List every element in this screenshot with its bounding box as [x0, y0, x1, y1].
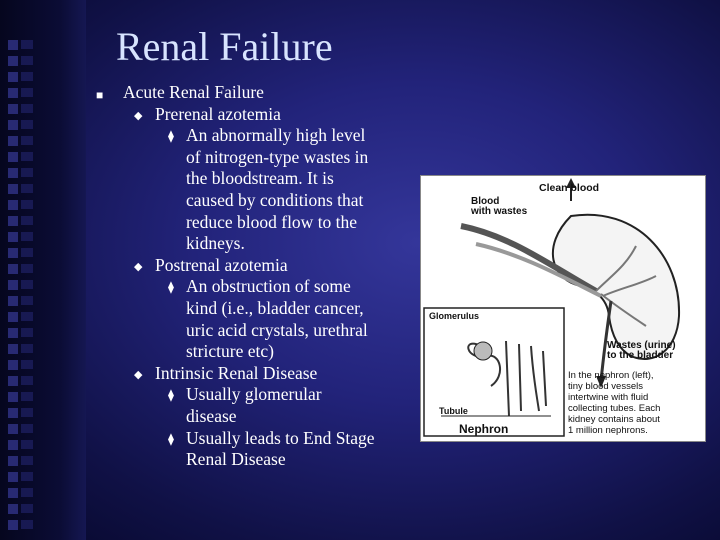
bullet-text: Prerenal azotemia — [155, 103, 281, 124]
square-bullet-icon: ■ — [96, 88, 104, 102]
decor-squares — [5, 40, 21, 530]
bullet-text: stricture etc) — [186, 341, 274, 362]
kidney-diagram — [421, 176, 705, 441]
bullet-item-level-2 — [96, 255, 416, 277]
arrow-bullet-icon: ⧫ — [168, 388, 174, 403]
diamond-bullet-icon: ◆ — [134, 109, 143, 122]
bullet-text: An obstruction of some — [186, 276, 351, 297]
label-clean-blood: Clean blood — [539, 182, 600, 194]
figure-caption-line: intertwine with fluid — [568, 392, 649, 403]
bullet-list — [96, 82, 416, 471]
bullet-item-level-3 — [96, 428, 416, 471]
bullet-text: Intrinsic Renal Disease — [155, 362, 318, 383]
bullet-item-level-3 — [96, 384, 416, 427]
bullet-text: disease — [186, 405, 237, 426]
left-decor-band — [0, 0, 86, 540]
diamond-bullet-icon: ◆ — [134, 260, 143, 273]
bullet-text: Acute Renal Failure — [123, 82, 264, 102]
label-blood: Blood — [471, 196, 500, 207]
bullet-text: Usually leads to End Stage — [186, 427, 375, 448]
bullet-text: kidneys. — [186, 233, 245, 254]
figure-caption-line: In the nephron (left), — [568, 370, 654, 381]
bullet-item-level-1 — [96, 82, 416, 104]
slide-title: Renal Failure — [116, 24, 333, 69]
label-wastes-urine: Wastes (urine) — [607, 340, 676, 351]
bullet-item-level-3 — [96, 276, 416, 362]
bullet-text: kind (i.e., bladder cancer, — [186, 297, 364, 318]
bullet-text: reduce blood flow to the — [186, 211, 358, 232]
decor-squares-secondary — [21, 40, 33, 530]
label-tubule: Tubule — [439, 406, 468, 416]
figure-caption-line: 1 million nephrons. — [568, 425, 648, 436]
bullet-text: of nitrogen-type wastes in — [186, 146, 369, 167]
bullet-item-level-2 — [96, 363, 416, 385]
label-to-bladder: to the bladder — [607, 350, 674, 361]
figure-caption-line: tiny blood vessels — [568, 381, 643, 392]
bullet-text: Usually glomerular — [186, 384, 322, 405]
bullet-text: An abnormally high level — [186, 125, 366, 146]
diamond-bullet-icon: ◆ — [134, 368, 143, 381]
label-with-wastes: with wastes — [471, 206, 528, 217]
label-nephron: Nephron — [459, 422, 509, 436]
figure-caption-line: kidney contains about — [568, 414, 660, 425]
arrow-bullet-icon: ⧫ — [168, 280, 174, 295]
bullet-item-level-3 — [96, 125, 416, 255]
label-glomerulus: Glomerulus — [429, 311, 480, 321]
bullet-text: uric acid crystals, urethral — [186, 319, 368, 340]
bullet-text: Renal Disease — [186, 449, 286, 470]
kidney-nephron-figure — [420, 175, 706, 442]
bullet-item-level-2 — [96, 104, 416, 126]
arrow-bullet-icon: ⧫ — [168, 431, 174, 446]
bullet-text: the bloodstream. It is — [186, 168, 334, 189]
arrow-bullet-icon: ⧫ — [168, 129, 174, 144]
bullet-text: caused by conditions that — [186, 189, 364, 210]
figure-caption-line: collecting tubes. Each — [568, 403, 661, 414]
bullet-text: Postrenal azotemia — [155, 254, 288, 275]
